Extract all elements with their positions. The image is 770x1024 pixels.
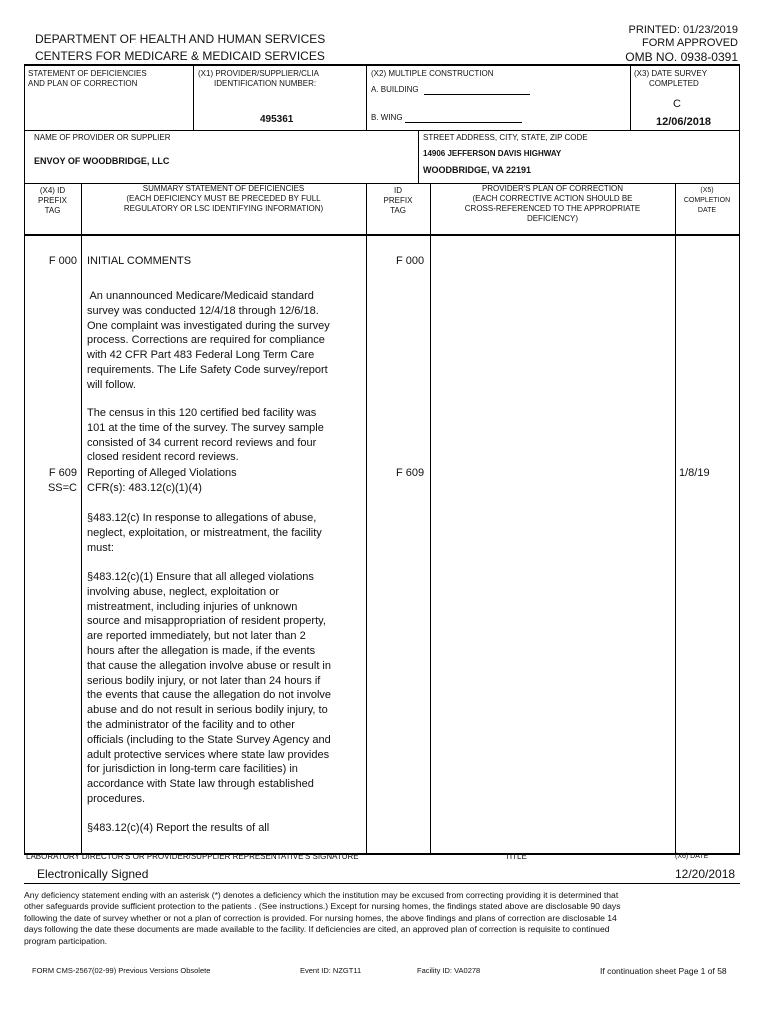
footer-form: FORM CMS-2567(02-99) Previous Versions Obsolete xyxy=(32,966,211,975)
x1-label-2: IDENTIFICATION NUMBER: xyxy=(214,79,317,88)
provider-id-number: 495361 xyxy=(260,114,294,125)
dept-line-1: DEPARTMENT OF HEALTH AND HUMAN SERVICES xyxy=(35,32,326,46)
disclaimer: Any deficiency statement ending with an asterisk (*) denotes a deficiency which the institution may be excused from correcting providing it is determined that other safeguards provide sufficient protection to the patients . (See instructions.) Except for nursing homes, the findings stated above are disclosable 90 days following the date of survey whether or not a plan of correction is provided. For nursing homes, the above findings and plans of correction are disclosable 14 days following the date these documents are made available to the facility. If deficiencies are cited, an approved plan of correction is requisite to continued program participation. xyxy=(24,890,621,946)
survey-paragraph: An unannounced Medicare/Medicaid standard survey was conducted 12/4/18 through 12/6/18. One complaint was investigated during the survey process. Corrections are required for compliance with 42 CFR Part 483 Federal Long Term Care requirements. The Life Safety Code survey/report will follow. xyxy=(87,290,330,391)
footer-event-id: Event ID: NZGT11 xyxy=(300,966,362,975)
f000-tag: F 000 xyxy=(48,255,77,267)
regulation-paragraph-c: §483.12(c) In response to allegations of abuse, neglect, exploitation, or mistreatment, the facility must: xyxy=(87,512,322,554)
provider-name: ENVOY OF WOODBRIDGE, LLC xyxy=(34,156,170,166)
x3-label-2: COMPLETED xyxy=(649,79,699,88)
regulation-paragraph-c1: §483.12(c)(1) Ensure that all alleged violations involving abuse, neglect, exploitation or mistreatment, including injuries of unknown source and misappropriation of resident property, are reported immediately, but not later than 2 hours after the allegation is made, if the events that cause the allegation involve abuse or result in serious bodily injury, or not later than 24 hours if the events that cause the allegation do not involve abuse and do not result in serious bodily injury, to the administrator of the facility and to other officials (including to the State Survey Agency and adult protective services where state law provides for jurisdiction in long-term care facilities) in accordance with State law through established procedures. xyxy=(87,571,332,805)
footer-facility-id: Facility ID: VA0278 xyxy=(417,966,481,975)
address-line-1: 14906 JEFFERSON DAVIS HIGHWAY xyxy=(423,149,562,158)
statement-label-2: AND PLAN OF CORRECTION xyxy=(28,79,138,88)
address-line-2: WOODBRIDGE, VA 22191 xyxy=(423,165,532,175)
omb-number: OMB NO. 0938-0391 xyxy=(625,50,738,64)
plan-header: PROVIDER'S PLAN OF CORRECTION (EACH CORRECTIVE ACTION SHOULD BE CROSS-REFERENCED TO THE APPROPRIATE DEFICIENCY) xyxy=(464,184,641,223)
survey-letter: C xyxy=(673,98,681,110)
f609-cfr: CFR(s): 483.12(c)(1)(4) xyxy=(87,482,202,494)
f609-scope-severity: SS=C xyxy=(47,482,77,494)
f609-title: Reporting of Alleged Violations xyxy=(87,467,237,479)
building-label: A. BUILDING xyxy=(371,85,419,94)
signature-date: 12/20/2018 xyxy=(675,867,736,881)
wing-label: B. WING xyxy=(371,113,403,122)
address-label: STREET ADDRESS, CITY, STATE, ZIP CODE xyxy=(423,133,588,142)
regulation-paragraph-c4: §483.12(c)(4) Report the results of all xyxy=(87,822,270,834)
wing-line xyxy=(405,122,522,123)
provider-label: NAME OF PROVIDER OR SUPPLIER xyxy=(34,133,171,142)
x2-label: (X2) MULTIPLE CONSTRUCTION xyxy=(371,69,494,78)
footer-page: If continuation sheet Page 1 of 58 xyxy=(600,966,727,976)
f000-title: INITIAL COMMENTS xyxy=(87,255,192,267)
title-label: TITLE xyxy=(505,852,527,861)
census-paragraph: The census in this 120 certified bed facility was 101 at the time of the survey. The survey sample consisted of 34 current record reviews and four closed resident record reviews. xyxy=(87,407,324,464)
f609-tag: F 609 xyxy=(48,467,77,479)
x3-label-1: (X3) DATE SURVEY xyxy=(634,69,708,78)
f000-id: F 000 xyxy=(396,255,425,267)
x1-label-1: (X1) PROVIDER/SUPPLIER/CLIA xyxy=(198,69,319,78)
statement-label-1: STATEMENT OF DEFICIENCIES xyxy=(28,69,147,78)
dept-line-2: CENTERS FOR MEDICARE & MEDICAID SERVICES xyxy=(35,49,325,63)
printed-date: PRINTED: 01/23/2019 xyxy=(628,24,738,36)
form-approved: FORM APPROVED xyxy=(642,37,738,49)
x4-header: (X4) ID PREFIX TAG xyxy=(38,186,67,215)
f609-completion-date: 1/8/19 xyxy=(679,467,710,479)
signature-label: LABORATORY DIRECTOR'S OR PROVIDER/SUPPLIER REPRESENTATIVE'S SIGNATURE xyxy=(26,852,359,861)
building-line xyxy=(424,94,530,95)
summary-header: SUMMARY STATEMENT OF DEFICIENCIES (EACH DEFICIENCY MUST BE PRECEDED BY FULL REGULATORY OR LSC IDENTIFYING INFORMATION) xyxy=(123,184,324,213)
id-header: ID PREFIX TAG xyxy=(383,186,413,215)
x5-header: (X5) COMPLETION DATE xyxy=(683,187,731,214)
x6-date-label: (X6) DATE xyxy=(675,853,709,860)
signature-value: Electronically Signed xyxy=(37,867,149,881)
f609-id: F 609 xyxy=(396,467,425,479)
survey-completed-date: 12/06/2018 xyxy=(656,116,712,128)
